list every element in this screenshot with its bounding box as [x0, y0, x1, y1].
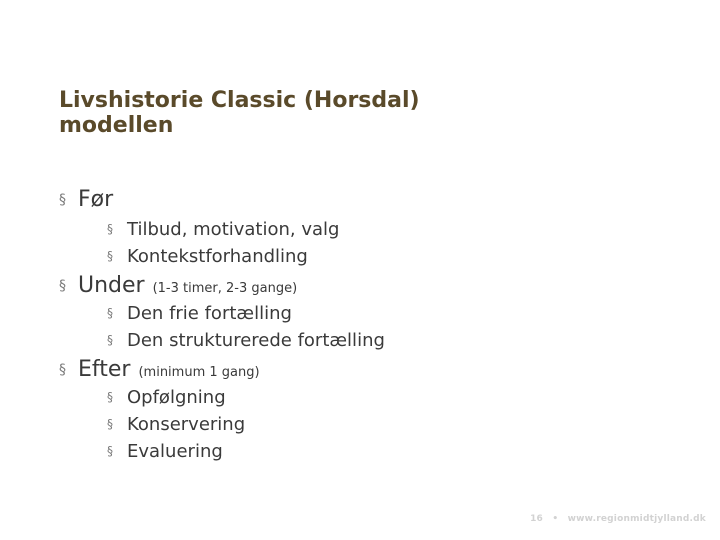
sub-list-item	[107, 246, 699, 273]
sub-list	[59, 219, 699, 273]
bullet-marker-icon: §	[59, 278, 66, 294]
sub-list	[59, 387, 699, 468]
bullet-marker-icon: §	[59, 362, 66, 378]
slide-title	[59, 88, 619, 138]
bullet-marker-icon: §	[107, 306, 113, 320]
bullet-label: Under	[78, 273, 145, 298]
bullet-note: (1-3 timer, 2-3 gange)	[152, 281, 298, 296]
sub-item-label: Konservering	[127, 414, 246, 435]
bullet-marker-icon: §	[107, 222, 113, 236]
bullet-marker-icon: §	[107, 417, 113, 431]
bullet-marker-icon: §	[107, 390, 113, 404]
bullet-note: (minimum 1 gang)	[138, 365, 260, 380]
footer-separator: •	[552, 514, 559, 524]
footer-url: www.regionmidtjylland.dk	[567, 514, 706, 524]
sub-list	[59, 303, 699, 357]
sub-item-label: Tilbud, motivation, valg	[127, 219, 340, 240]
sub-list-item	[107, 219, 699, 246]
sub-list-item	[107, 414, 699, 441]
sub-item-label: Den strukturerede fortælling	[127, 330, 385, 351]
bullet-row	[59, 357, 699, 387]
slide-title-line-1: Livshistorie Classic (Horsdal)	[59, 88, 420, 113]
page-number: 16	[530, 514, 543, 524]
bullet-marker-icon: §	[59, 192, 66, 208]
sub-list-item	[107, 303, 699, 330]
sub-item-label: Kontekstforhandling	[127, 246, 308, 267]
bullet-row	[59, 273, 699, 303]
bullet-list	[59, 187, 699, 468]
bullet-marker-icon: §	[107, 249, 113, 263]
bullet-label: Efter	[78, 357, 131, 382]
list-item-foer	[59, 187, 699, 273]
bullet-marker-icon: §	[107, 333, 113, 347]
list-item-under	[59, 273, 699, 357]
sub-item-label: Opfølgning	[127, 387, 226, 408]
slide-footer	[530, 514, 706, 524]
bullet-row	[59, 187, 699, 217]
sub-list-item	[107, 441, 699, 468]
sub-item-label: Den frie fortælling	[127, 303, 292, 324]
sub-item-label: Evaluering	[127, 441, 223, 462]
bullet-marker-icon: §	[107, 444, 113, 458]
list-item-efter	[59, 357, 699, 468]
slide-title-line-2: modellen	[59, 113, 174, 138]
bullet-label: Før	[78, 187, 114, 212]
sub-list-item	[107, 330, 699, 357]
sub-list-item	[107, 387, 699, 414]
